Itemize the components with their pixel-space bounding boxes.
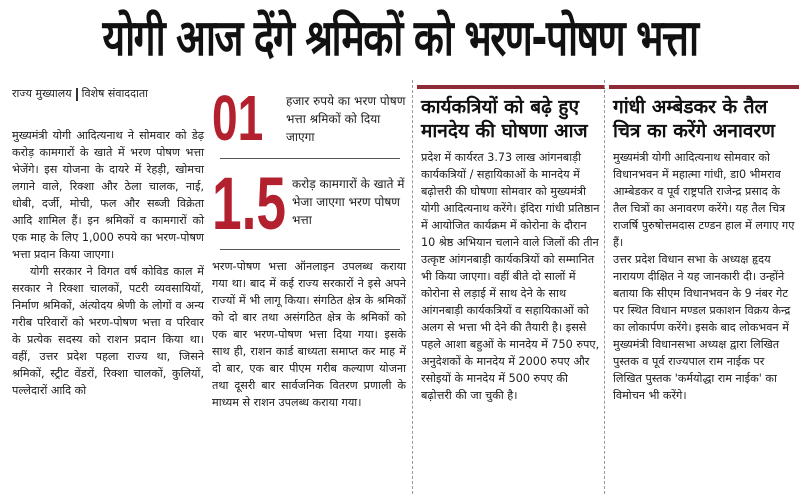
article-paragraph: योगी सरकार ने विगत वर्ष कोविड काल में सरकार ने रिक्शा चालकों, पटरी व्यवसायियों, निर्माण श्रमिकों, अंत्योदय श्रेणी के लोगों व अन्य गरीब परिवारों को भरण-पोषण भत्ता व परिवार के प्रत्येक सदस्य को राशन प्रदान किया था। वहीं, उत्तर प्रदेश पहला राज्य था, जिसने श्रमिकों, स्ट्रीट वेंडरों, रिक्शा चालकों, कुलियों, पल्लेदारों आदि को [12,265,204,397]
article-paragraph: मुख्यमंत्री योगी आदित्यनाथ सोमवार को विधानभवन में महात्मा गांधी, डा0 भीमराव आम्बेडकर व पूर्व राष्ट्रपति राजेन्द्र प्रसाद के तैल चित्रों का अनावरण करेंगे। यह तैल चित्र राजर्षि पुरुषोत्तमदास टण्डन हाल में लगाए गए हैं। [613,151,795,249]
byline [12,86,206,101]
stat-number: 1.5 [212,162,287,245]
stat-caption: हजार रुपये का भरण पोषण भत्ता श्रमिकों को दिया जाएगा [286,94,406,144]
byline-separator [76,88,78,101]
stat-box [212,162,408,245]
stat-number: 01 [212,82,264,154]
byline-reporter: विशेष संवाददाता [81,87,148,100]
byline-location: राज्य मुख्यालय [12,87,72,100]
article-paragraph: मुख्यमंत्री योगी आदित्यनाथ ने सोमवार को डेढ़ करोड़ कामगारों के खाते में भरण पोषण भत्ता भेजेंगे। इस योजना के दायरे में रेहड़ी, खोमचा लगाने वाले, रिक्शा और ठेला चालक, नाई, धोबी, दर्जी, मोची, फल और सब्जी विक्रेता आदि शामिल हैं। इन श्रमिकों व कामगारों को एक माह के लिए 1,000 रुपये का भरण-पोषण भत्ता प्रदान किया जाएगा। [12,129,204,261]
divider [220,158,400,159]
divider [220,249,400,250]
column-4 [604,80,799,494]
stat-box [212,82,408,154]
subheadline: गांधी अम्बेडकर के तैल चित्र का करेंगे अनावरण [613,96,775,142]
column-2 [212,80,408,494]
section-rule [609,85,799,89]
column-1 [6,80,206,494]
article-paragraph: प्रदेश में कार्यरत 3.73 लाख आंगनबाड़ी कार्यकत्रियों / सहायिकाओं के मानदेय में बढ़ोत्तरी की घोषणा सोमवार को मुख्यमंत्री योगी आदित्यनाथ करेंगे। इंदिरा गांधी प्रतिष्ठान में आयोजित कार्यक्रम में कोरोना के दौरान 10 श्रेष्ठ अभियान चलाने वाले जिलों की तीन उत्कृष्ट आंगनबाड़ी कार्यकत्रियों को सम्मानित भी किया जाएगा। वहीं बीते दो सालों में कोरोना से लड़ाई में साथ देने के साथ आंगनबाड़ी कार्यकत्रियों व सहायिकाओं को अलग से भत्ता भी देने की तैयारी है। इससे पहले आशा बहुओं के मानदेय में 750 रुपए, अनुदेशकों के मानदेय में 2000 रुपए और रसोइयों के मानदेय में 500 रुपए की बढ़ोत्तरी की जा चुकी है। [421,151,600,402]
stat-caption: करोड़ कामगारों के खाते में भेजा जाएगा भरण पोषण भत्ता [292,177,405,227]
article-paragraph: भरण-पोषण भत्ता ऑनलाइन उपलब्ध कराया गया था। बाद में कई राज्य सरकारों ने इसे अपने राज्यों में भी लागू किया। संगठित क्षेत्र के श्रमिकों को दो बार तथा असंगठित क्षेत्र के श्रमिकों को एक बार भरण-पोषण भत्ता दिया गया। इसके साथ ही, राशन कार्ड बाध्यता समाप्त कर माह में दो बार, एक बार पीएम गरीब कल्याण योजना तथा दूसरी बार सार्वजनिक वितरण प्रणाली के माध्यम से राशन उपलब्ध कराया गया। [212,260,406,409]
article-paragraph: उत्तर प्रदेश विधान सभा के अध्यक्ष हृदय नारायण दीक्षित ने यह जानकारी दी। उन्होंने बताया कि सीएम विधानभवन के 9 नंबर गेट पर स्थित विधान मण्डल प्रकाशन विक्रय केन्द्र का लोकार्पण करेंगे। इसके बाद लोकभवन में मुख्यमंत्री विधानसभा अध्यक्ष द्वारा लिखित पुस्तक व पूर्व राज्यपाल राम नाईक पर लिखित पुस्तक 'कर्मयोद्धा राम नाईक' का विमोचन भी करेंगे। [613,253,791,402]
headline: योगी आज देंगे श्रमिकों को भरण-पोषण भत्ता [102,9,698,67]
column-3 [412,80,605,494]
section-rule [417,85,605,89]
subheadline: कार्यकत्रियों को बढ़े हुए मानदेय की घोषणा आज [421,96,588,142]
